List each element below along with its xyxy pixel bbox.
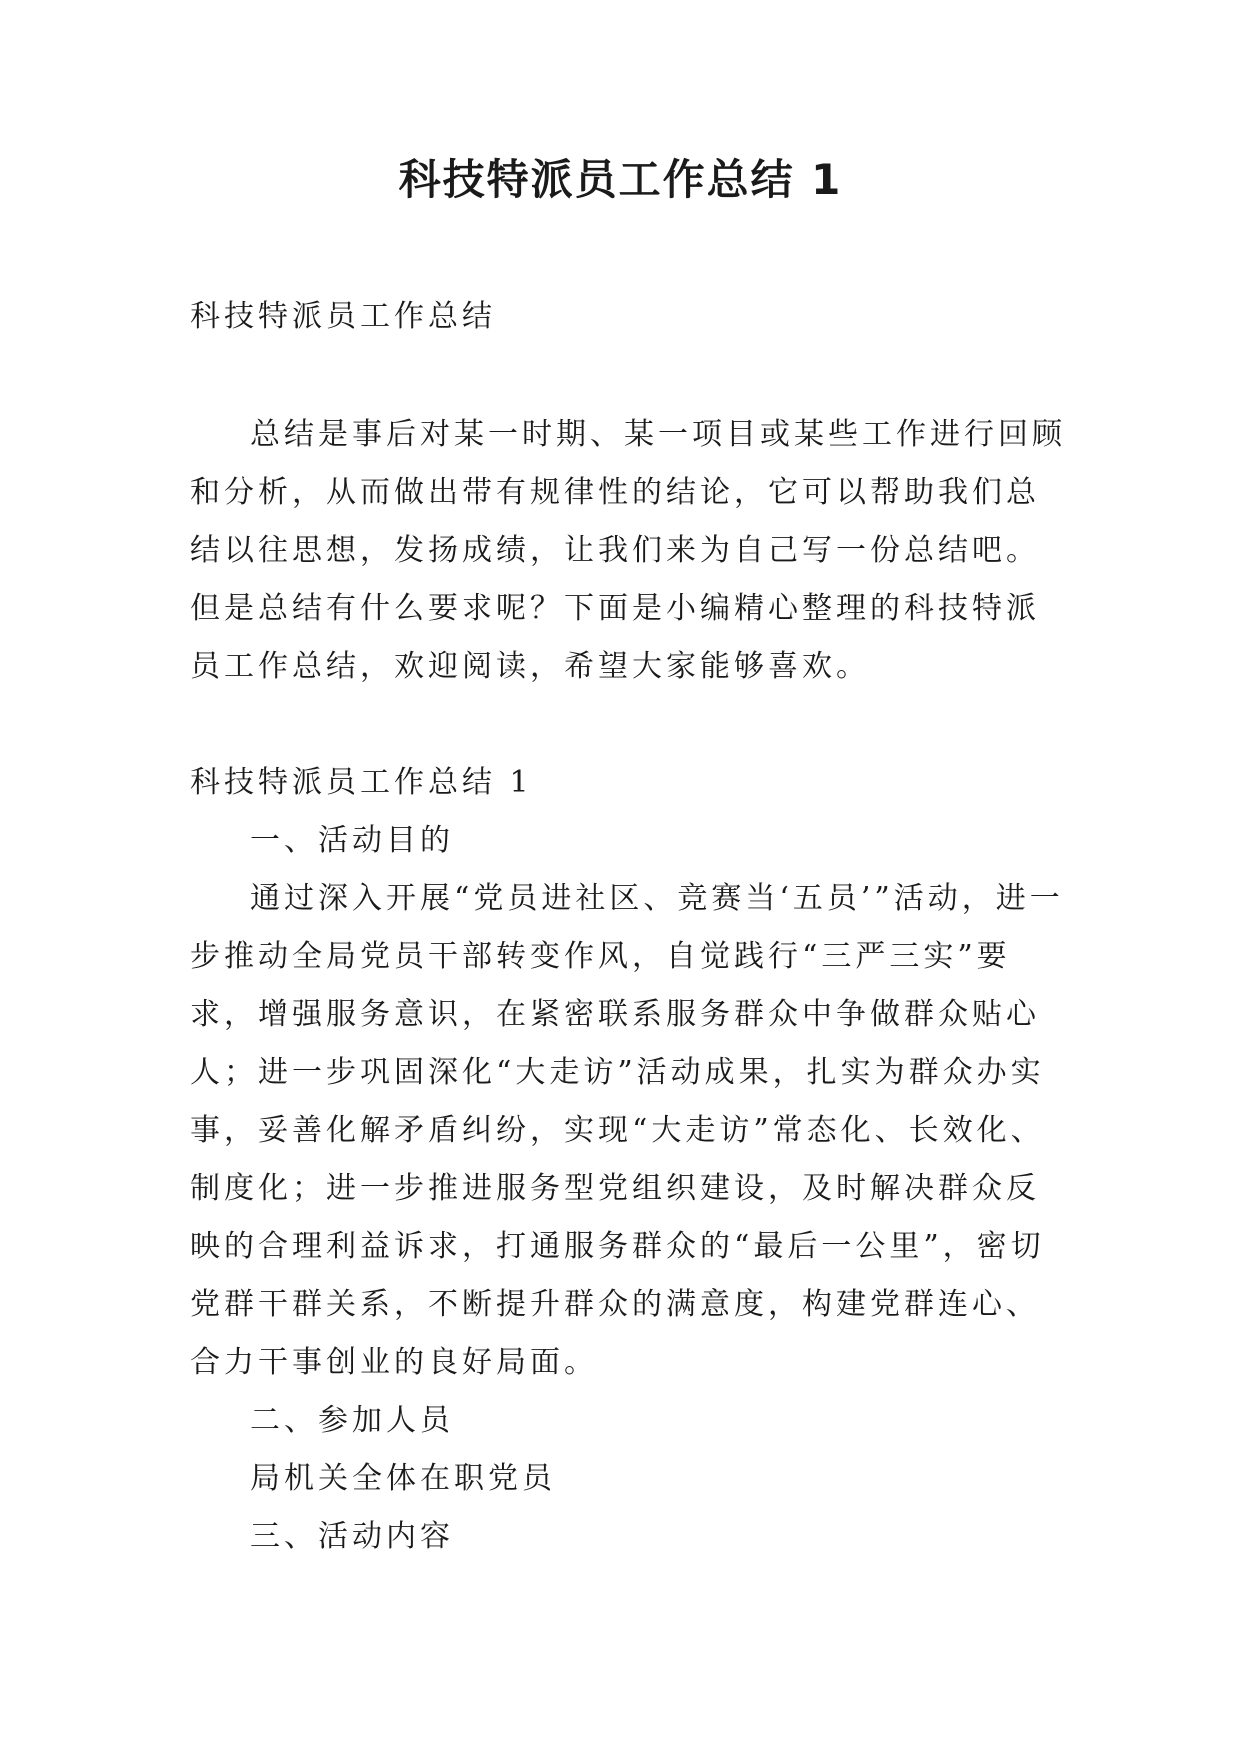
heading-participants: 二、参加人员 [250,1403,454,1438]
heading-activity-purpose: 一、活动目的 [250,823,454,858]
intro-paragraph: 总结是事后对某一时期、某一项目或某些工作进行回顾和分析，从而做出带有规律性的结论，它可以帮助我们总结以往思想，发扬成绩，让我们来为自己写一份总结吧。但是总结有什么要求呢？下面是小编精心整理的科技特派员工作总结，欢迎阅读，希望大家能够喜欢。 [190,417,1066,684]
heading-activity-content: 三、活动内容 [250,1519,454,1554]
document-title: 科技特派员工作总结 1 [398,155,843,204]
paragraph-participants: 局机关全体在职党员 [250,1461,556,1496]
paragraph-activity-purpose: 通过深入开展“党员进社区、竞赛当‘五员’”活动，进一步推动全局党员干部转变作风，自觉践行“三严三实”要求，增强服务意识，在紧密联系服务群众中争做群众贴心人；进一步巩固深化“大走访”活动成果，扎实为群众办实事，妥善化解矛盾纠纷，实现“大走访”常态化、长效化、制度化；进一步推进服务型党组织建设，及时解决群众反映的合理利益诉求，打通服务群众的“最后一公里”，密切党群干群关系，不断提升群众的满意度，构建党群连心、合力干事创业的良好局面。 [190,881,1064,1380]
document-subtitle: 科技特派员工作总结 [190,299,496,334]
document-body [190,288,1070,1566]
section-heading: 科技特派员工作总结 1 [190,765,533,800]
